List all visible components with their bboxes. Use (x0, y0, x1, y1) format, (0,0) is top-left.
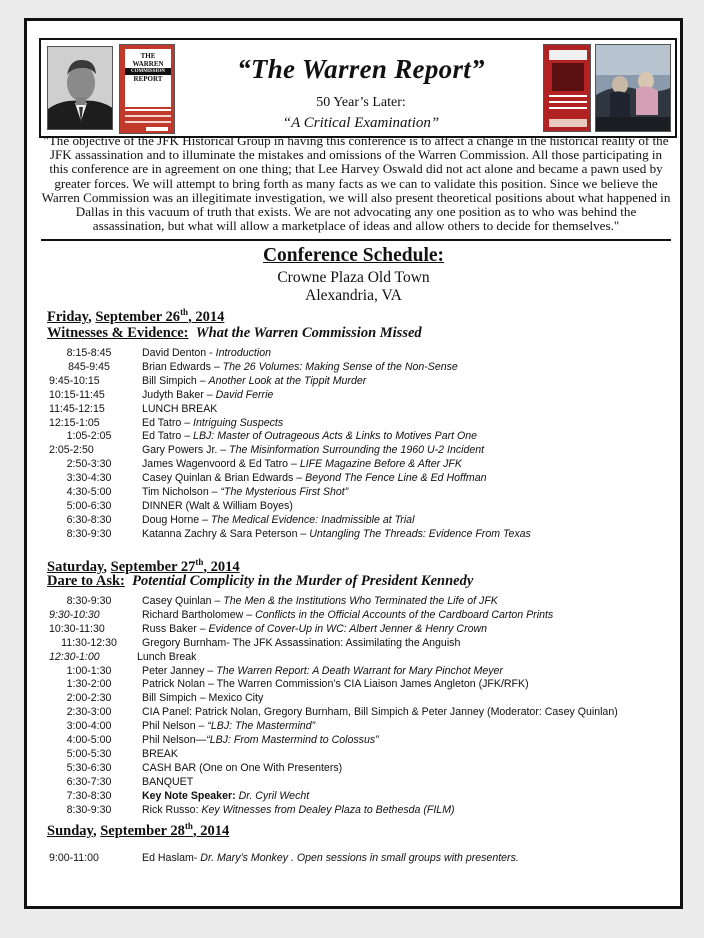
session-topic: Untangling The Threads: Evidence From Texas (309, 527, 531, 540)
session-time: 5:00-5:30 (66, 747, 112, 760)
session-topic: “LBJ: From Mastermind to Colossus” (206, 734, 379, 746)
day-date: September 26 (95, 308, 181, 325)
intro-statement: "The objective of the JFK Historical Group in having this conference is to affect a change in the historical reality of the JFK assassination and to illuminate the mistakes and omissions of the Warren Commission. All those participating in this conference are in agreement on one thing; that Lee Harvey Oswald did not act alone and became a pawn used by greater forces. We will attempt to bring forth as many facts as we can to validate this position. Since we believe the Warren Commission was an illegitimate investigation, we will also present theoretical positions about what happened in Dallas in this vacuum of truth that exists. We are not advocating any one position as to who was behind the assassination, but what will allow a marketplace of ideas and allow others to decide for themselves." (41, 133, 671, 234)
session-time: 2:05-2:50 (49, 444, 94, 457)
schedule-row (49, 514, 679, 527)
schedule-row (49, 609, 679, 622)
header-box (39, 38, 677, 138)
session-time: 5:00-6:30 (66, 499, 112, 512)
schedule-row (49, 665, 679, 678)
session-topic: Key Witnesses from Dealey Plaza to Bethesda (FILM) (201, 803, 455, 816)
schedule-row (49, 458, 679, 471)
session-presenter: Lunch Break (137, 650, 197, 663)
session-time: 9:00-11:00 (49, 852, 99, 864)
session-presenter: James Wagenvoord & Ed Tatro (142, 458, 289, 471)
session-topic: Intriguing Suspects (193, 416, 284, 429)
schedule-row (49, 692, 679, 705)
session-time: 1:05-2:05 (66, 430, 112, 443)
schedule-row (49, 776, 679, 789)
session-separator: – (181, 430, 194, 443)
second-book-cover (543, 44, 591, 132)
session-presenter: DINNER (Walt & William Boyes) (142, 499, 293, 512)
session-separator: – (196, 374, 209, 387)
page-subtitle-secondary: “A Critical Examination” (282, 115, 440, 131)
session-topic: The Misinformation Surrounding the 1960 U-2 Incident (229, 444, 485, 457)
session-time: 9:45-10:15 (49, 374, 100, 387)
session-presenter: CIA Panel: Patrick Nolan, Gregory Burnham, Bill Simpich & Peter Janney (Moderator: Casey Quinlan) (142, 706, 618, 719)
session-separator: – (181, 416, 194, 429)
session-time: 1:00-1:30 (66, 664, 112, 677)
warren-commission-book-cover (119, 44, 175, 134)
session-topic: Beyond The Fence Line & Ed Hoffman (305, 472, 487, 485)
session-presenter: David Denton (142, 347, 207, 359)
page-title: “The Warren Report” (237, 54, 485, 84)
session-time: 4:30-5:00 (66, 486, 112, 498)
motorcade-photo (595, 44, 671, 132)
session-presenter: Bill Simpich (142, 374, 197, 387)
session-topic: LIFE Magazine Before & After JFK (299, 458, 462, 471)
schedule-row (49, 361, 679, 374)
day-year: , 2014 (203, 558, 240, 575)
day-date: September 27 (110, 558, 196, 575)
session-time: 8:30-9:30 (66, 803, 112, 816)
schedule-row (49, 706, 679, 719)
session-separator: – (208, 486, 221, 498)
session-presenter: Doug Horne (142, 513, 200, 526)
book-title-line: WARREN (132, 60, 164, 68)
schedule-row (49, 430, 679, 443)
session-topic: Conflicts in the Official Accounts of the Cardboard Carton Prints (255, 608, 554, 621)
session-presenter: Ed Tatro (142, 416, 182, 429)
venue-location: Alexandria, VA (305, 287, 402, 304)
session-time: 12:30-1:00 (49, 650, 100, 663)
session-time: 11:30-12:30 (61, 636, 117, 649)
day-date-suffix: th (180, 307, 189, 317)
session-time: 8:15-8:45 (66, 347, 112, 359)
session-time: 4:00-5:00 (66, 734, 112, 746)
session-topic: Dr. Mary’s Monkey . Open sessions in small groups with presenters. (200, 852, 519, 864)
flyer-page (24, 18, 683, 909)
day-date-suffix: th (184, 821, 193, 831)
schedule-row (49, 720, 679, 733)
session-time: 3:00-4:00 (66, 720, 112, 733)
session-separator: – (288, 458, 300, 471)
session-separator: – (293, 472, 306, 485)
session-presenter: Bill Simpich – Mexico City (142, 692, 264, 705)
session-presenter: Phil Nelson— (142, 734, 207, 746)
session-time: 10:15-11:45 (49, 388, 105, 401)
schedule-row (49, 347, 679, 360)
day-date: September 28 (100, 822, 185, 839)
schedule-row (49, 403, 679, 416)
session-presenter: LUNCH BREAK (142, 402, 218, 415)
session-time: 2:00-2:30 (66, 692, 112, 705)
section-divider (41, 239, 671, 241)
schedule-row (49, 852, 679, 865)
conference-title: Conference Schedule: (262, 245, 445, 266)
day-name: Friday (47, 308, 89, 325)
session-topic: Evidence of Cover-Up in WC: Albert Jenner & Henry Crown (208, 622, 488, 635)
schedule-row (49, 486, 679, 499)
book-title-line: REPORT (133, 75, 163, 83)
day-heading-friday: Friday, September 26th, 2014 (47, 307, 225, 325)
session-time: 2:30-3:00 (66, 706, 112, 719)
session-separator: – (297, 527, 310, 540)
session-presenter: Ed Tatro (142, 430, 182, 443)
page-subtitle: 50 Year’s Later: (316, 95, 406, 110)
session-presenter: Key Note Speaker: (142, 789, 236, 802)
session-topic: The Men & the Institutions Who Terminated the Life of JFK (223, 595, 498, 607)
session-presenter: Brian Edwards (142, 360, 211, 373)
session-separator: – (211, 595, 224, 607)
session-separator: – (204, 664, 217, 677)
session-time: 9:30-10:30 (49, 608, 100, 621)
session-time: 3:30-4:30 (66, 472, 112, 485)
day-date-suffix: th (195, 557, 204, 567)
schedule-row (49, 804, 679, 817)
session-presenter: Rick Russo: (142, 803, 199, 816)
session-presenter: CASH BAR (One on One With Presenters) (142, 761, 343, 774)
schedule-row (49, 637, 679, 650)
session-presenter: Casey Quinlan (142, 595, 212, 607)
schedule-row (49, 389, 679, 402)
session-separator: – (217, 444, 230, 457)
session-presenter: Judyth Baker (142, 388, 204, 401)
theme-text: What the Warren Commission Missed (195, 325, 422, 341)
session-separator: – (210, 360, 223, 373)
schedule-row (49, 595, 679, 608)
schedule-row (49, 748, 679, 761)
session-time: 6:30-8:30 (66, 513, 112, 526)
session-presenter: BANQUET (142, 775, 194, 788)
schedule-row (49, 472, 679, 485)
session-presenter: Richard Bartholomew (142, 608, 244, 621)
day-name: Sunday (47, 822, 93, 839)
session-presenter: Phil Nelson (142, 720, 196, 733)
session-topic: “LBJ: The Mastermind” (207, 720, 316, 733)
session-topic: The Warren Report: A Death Warrant for Mary Pinchot Meyer (216, 664, 503, 677)
session-topic: “The Mysterious First Shot” (220, 486, 349, 498)
schedule-row (49, 623, 679, 636)
session-topic: Dr. Cyril Wecht (238, 789, 310, 802)
session-separator: - (206, 347, 216, 359)
session-time: 12:15-1:05 (49, 416, 100, 429)
session-time: 6:30-7:30 (66, 775, 112, 788)
session-separator: – (243, 608, 256, 621)
theme-heading-friday (47, 325, 422, 342)
session-time: 8:30-9:30 (66, 527, 112, 540)
session-presenter: Patrick Nolan – The Warren Commission’s CIA Liaison James Angleton (JFK/RFK) (142, 678, 529, 691)
theme-label: Witnesses & Evidence: (47, 325, 189, 341)
session-topic: David Ferrie (215, 388, 274, 401)
session-time: 10:30-11:30 (49, 622, 105, 635)
session-topic: LBJ: Master of Outrageous Acts & Links to Motives Part One (193, 430, 478, 443)
session-time: 11:45-12:15 (49, 402, 105, 415)
session-presenter: BREAK (142, 747, 178, 760)
jfk-portrait-photo (47, 46, 113, 130)
session-topic: Another Look at the Tippit Murder (208, 374, 367, 387)
theme-heading-saturday (47, 573, 473, 590)
schedule-row (49, 734, 679, 747)
session-presenter: Gary Powers Jr. (142, 444, 218, 457)
session-time: 1:30-2:00 (66, 678, 112, 691)
venue-name: Crowne Plaza Old Town (277, 269, 430, 286)
book-title-line: COMMISSION (125, 68, 171, 75)
session-presenter: Russ Baker (142, 622, 197, 635)
schedule-row (49, 528, 679, 541)
session-presenter: Casey Quinlan & Brian Edwards (142, 472, 294, 485)
schedule-row (49, 762, 679, 775)
schedule-row (49, 375, 679, 388)
schedule-row (49, 417, 679, 430)
session-topic: Introduction (215, 347, 271, 359)
day-heading-saturday: Saturday, September 27th, 2014 (47, 557, 240, 575)
schedule-row (49, 678, 679, 691)
schedule-row (49, 500, 679, 513)
session-presenter: Katanna Zachry & Sara Peterson (142, 527, 298, 540)
theme-text: Potential Complicity in the Murder of President Kennedy (132, 573, 474, 589)
day-heading-sunday: Sunday, September 28th, 2014 (47, 821, 230, 839)
session-presenter: Peter Janney (142, 664, 205, 677)
session-presenter: Gregory Burnham- The JFK Assassination: Assimilating the Anguish (142, 636, 461, 649)
day-year: , 2014 (188, 308, 225, 325)
session-separator: – (195, 720, 208, 733)
session-topic: The 26 Volumes: Making Sense of the Non-Sense (222, 360, 458, 373)
session-separator: – (203, 388, 216, 401)
day-name: Saturday (47, 558, 104, 575)
day-year: , 2014 (192, 822, 230, 839)
session-time: 845-9:45 (68, 360, 110, 373)
schedule-row (49, 651, 679, 664)
schedule-row (49, 790, 679, 803)
session-presenter: Ed Haslam- (142, 852, 198, 864)
session-separator: – (196, 622, 209, 635)
schedule-row (49, 444, 679, 457)
theme-label: Dare to Ask: (47, 573, 125, 589)
book-title-line: THE (140, 52, 156, 60)
session-time: 7:30-8:30 (66, 789, 112, 802)
session-presenter: Tim Nicholson (142, 486, 209, 498)
session-time: 2:50-3:30 (66, 458, 112, 471)
session-topic: The Medical Evidence: Inadmissible at Trial (210, 513, 415, 526)
session-separator: – (199, 513, 211, 526)
session-time: 5:30-6:30 (66, 761, 112, 774)
session-time: 8:30-9:30 (66, 595, 112, 607)
